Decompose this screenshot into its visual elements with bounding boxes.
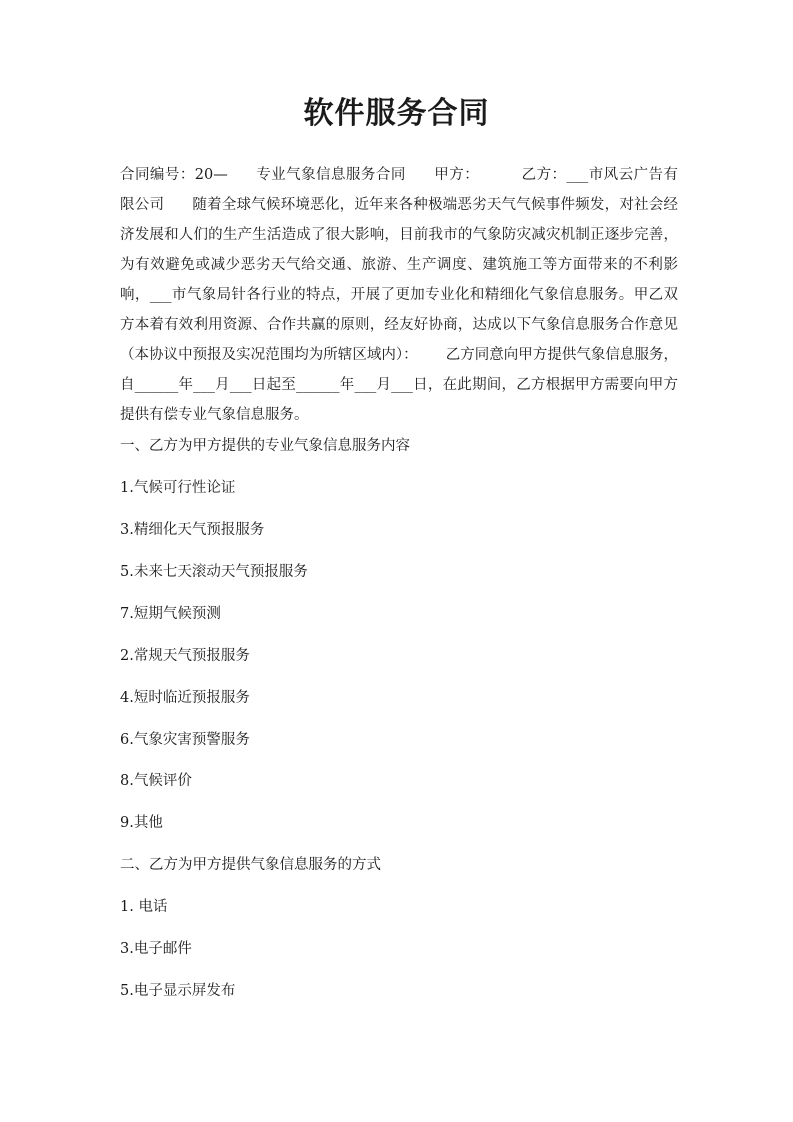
intro-paragraph [120,160,678,430]
party-a-label: 甲方： [433,167,480,183]
section-heading-content: 一、乙方为甲方提供的专业气象信息服务内容 [120,438,410,454]
list-item: 3.电子邮件 [120,941,192,957]
list-item: 4.短时临近预报服务 [120,690,250,706]
list-item: 2.常规天气预报服务 [120,648,250,664]
list-item: 1.气候可行性论证 [120,480,236,496]
list-item: 3.精细化天气预报服务 [120,522,265,538]
list-item: 7.短期气候预测 [120,606,221,622]
list-item: 8.气候评价 [120,773,192,789]
section-heading-methods: 二、乙方为甲方提供气象信息服务的方式 [120,857,381,873]
contract-name: 专业气象信息服务合同 [255,167,406,183]
contract-number: 合同编号：20— [120,167,228,183]
document-title: 软件服务合同 [303,96,490,131]
party-b-label: 乙方：___市风云广告有限公司 [120,167,679,213]
intro-service-period: 乙方同意向甲方提供气象信息服务，自______年___月___日起至______年___月___日，在此期间，乙方根据甲方需要向甲方提供有偿专业气象信息服务。 [120,347,679,423]
list-item: 6.气象灾害预警服务 [120,732,250,748]
intro-body-text: 随着全球气候环境恶化，近年来各种极端恶劣天气气候事件频发，对社会经济发展和人们的生产生活造成了很大影响，目前我市的气象防灾减灾机制正逐步完善，为有效避免或减少恶劣天气给交通、旅游、生产调度、建筑施工等方面带来的不利影响，___市气象局针各行业的特点，开展了更加专业化和精细化气象信息服务。甲乙双方本着有效利用资源、合作共赢的原则，经友好协商，达成以下气象信息服务合作意见（本协议中预报及实况范围均为所辖区域内）： [120,197,679,363]
list-item: 5.未来七天滚动天气预报服务 [120,564,308,580]
list-item: 9.其他 [120,815,163,831]
list-item: 5.电子显示屏发布 [120,983,236,999]
list-item: 1. 电话 [120,899,168,915]
